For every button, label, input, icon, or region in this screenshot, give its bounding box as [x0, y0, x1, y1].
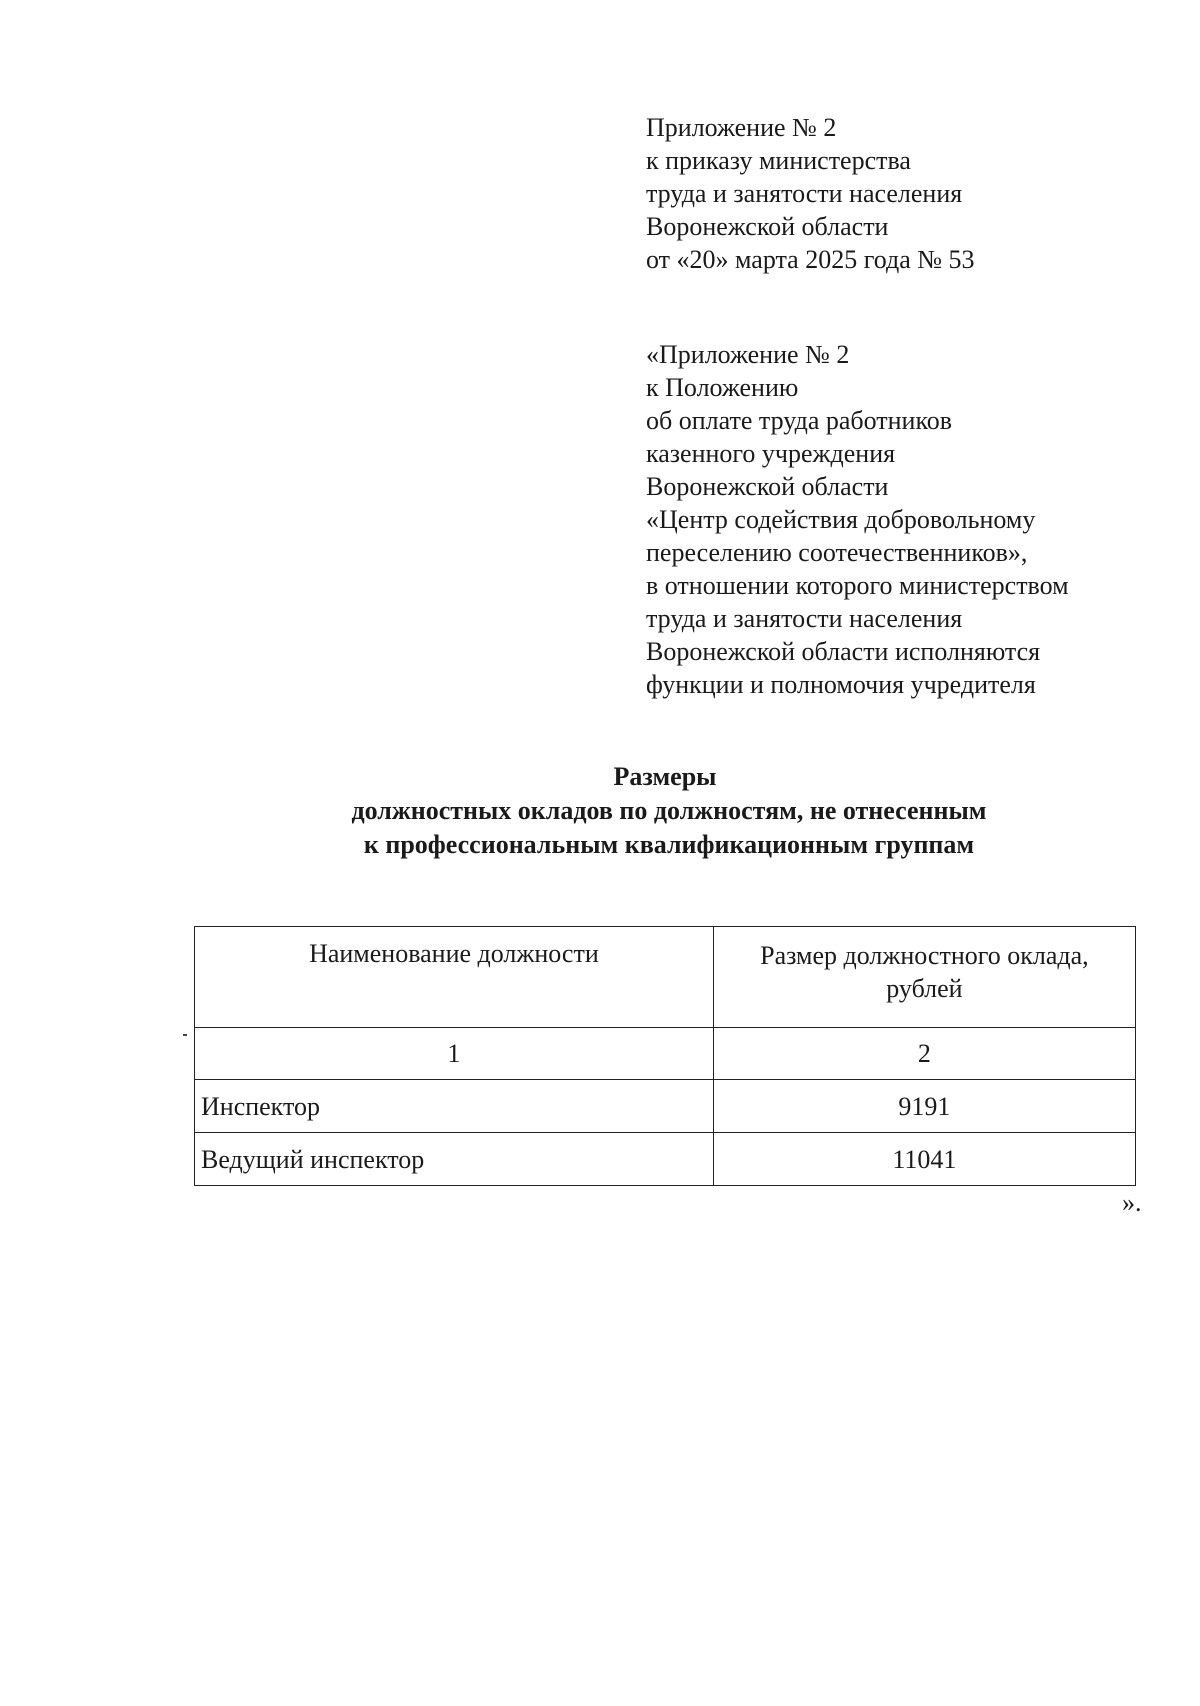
position-name-cell: Ведущий инспектор: [195, 1133, 714, 1186]
header-salary-line: рублей: [886, 974, 963, 1003]
order-attachment-block: [646, 111, 975, 276]
order-attachment-line: труда и занятости населения: [646, 179, 963, 208]
header-salary-line: Размер должностного оклада,: [760, 941, 1089, 970]
regulation-attachment-line: труда и занятости населения: [646, 604, 963, 633]
order-attachment-line: от «20» марта 2025 года № 53: [646, 245, 975, 274]
column-number: 2: [713, 1028, 1135, 1080]
title-line: Размеры: [613, 762, 717, 791]
closing-quote: ».: [1122, 1188, 1142, 1217]
position-name-cell: Инспектор: [195, 1080, 714, 1133]
scan-artifact-mark: [183, 1034, 187, 1036]
regulation-attachment-line: функции и полномочия учредителя: [646, 670, 1036, 699]
order-attachment-line: Приложение № 2: [646, 113, 837, 142]
table-column-numbers-row: [195, 1028, 1136, 1080]
regulation-attachment-block: [646, 338, 1069, 701]
regulation-attachment-line: об оплате труда работников: [646, 406, 953, 435]
regulation-attachment-line: в отношении которого министерством: [646, 571, 1069, 600]
regulation-attachment-line: казенного учреждения: [646, 439, 896, 468]
regulation-attachment-line: Воронежской области исполняются: [646, 637, 1041, 666]
column-number: 1: [195, 1028, 714, 1080]
title-line: к профессиональным квалификационным группам: [363, 830, 975, 859]
header-salary: [713, 927, 1135, 1028]
regulation-attachment-line: Воронежской области: [646, 472, 889, 501]
title-line: должностных окладов по должностям, не отнесенным: [351, 796, 987, 825]
table-header-row: [195, 927, 1136, 1028]
table-row: [195, 1080, 1136, 1133]
regulation-attachment-line: к Положению: [646, 373, 799, 402]
regulation-attachment-line: переселению соотечественников»,: [646, 538, 1028, 567]
regulation-attachment-line: «Приложение № 2: [646, 340, 850, 369]
order-attachment-line: Воронежской области: [646, 212, 889, 241]
regulation-attachment-line: «Центр содействия добровольному: [646, 505, 1036, 534]
header-position-name: Наименование должности: [195, 927, 714, 1028]
table-row: [195, 1133, 1136, 1186]
salary-cell: 11041: [713, 1133, 1135, 1186]
document-title: [0, 760, 1200, 862]
salary-cell: 9191: [713, 1080, 1135, 1133]
salary-table: [194, 926, 1136, 1186]
order-attachment-line: к приказу министерства: [646, 146, 911, 175]
